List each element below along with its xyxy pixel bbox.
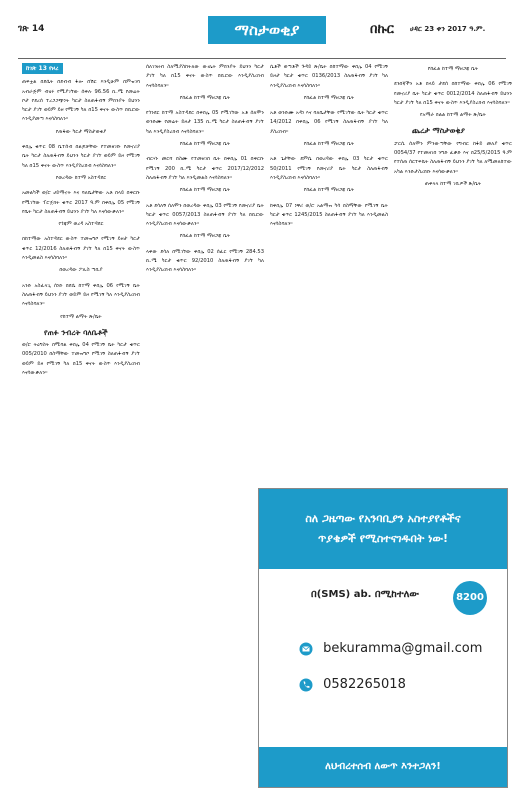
notice xyxy=(394,80,512,120)
issue-date: ሀዳር 23 ቀን 2017 ዓ.ም. xyxy=(410,25,486,33)
notice-text: የጎንደር ከተማ አስተዳደር በቀበሌ 05 የሚገኘው አቶ ሰለሞን ወንድሙ የመሬት ይዞታ 135 ኪ.ሜ ካርታ ስለጠፋብኝ ያገኘ ካለ እንዲያስረክብ እናሳስባለን። xyxy=(146,110,264,135)
sms-label: በ(SMS) ab. በሚከተለው xyxy=(311,589,420,600)
notice-text: ቀበሌ ቁጥር 08 ቤተሰብ በልጆቻቸው የተመዘገቡ የመኖሪያ ቤት ካርታ ስለጠፋብኝ ይህንን ካርታ ያገኘ ወይም ይዞ የሚገኝ ካለ በ15 ቀናት ውስጥ እንዲያስረክብ እናሳስባለን። xyxy=(22,144,140,169)
notice-text: ሴቶች ወጣቶች ጉዳይ ጽ/ቤት በከተማው ቀበሌ 04 የሚገኝ ይዞታ ካርታ ቁጥር 0136/2013 ስለጠፋብኝ ያገኘ ካለ እንዲያስረክብ እናሳስባለን። xyxy=(270,64,388,89)
notice-signature: የከፈል ከተማ ማዘጋጃ ቤት xyxy=(179,141,231,148)
sub-heading: ጨረታ ማስታወቂያ xyxy=(412,126,465,136)
notice-text: አቶ ደሳለኝ ሰለሞን በወረዳው ቀበሌ 03 የሚገኝ የመኖሪያ ቤት ካርታ ቁጥር 0057/2013 ስለጠፋብኝ ያገኘ ካለ በቢሮው እንዲያስረክብ እናሳውቃለን። xyxy=(146,202,264,228)
notice-signature: የከፈል ከተማ ማዘጋጃ ቤት xyxy=(303,141,355,148)
notice-signature: ጠቅላላ ከተማ ገቢዎች ጽ/ቤት xyxy=(424,180,482,187)
sub-heading: የጠፉ ንብረት ባለቤቶች xyxy=(44,327,108,337)
notice xyxy=(22,189,140,229)
phone-row xyxy=(299,677,406,692)
notice-text: ሰለገንዘብ ስለሚያስከትለው ውጤት ምክንያት ይህንን ካርታ ያገኘ ካለ በ15 ቀናት ውስጥ በቢሮው እንዲያስረክብ እናሳስባለን። xyxy=(146,64,264,89)
phone-icon xyxy=(299,678,313,692)
notice xyxy=(146,109,264,149)
notice-signature: የከፈል ከተማ ማዘጋጃ ቤት xyxy=(179,233,231,240)
sms-number-badge: 8200 xyxy=(453,581,487,615)
notice-text: ደንበኛችን አቶ በላይ ታደሰ በከተማው ቀበሌ 06 የሚገኝ የመኖሪያ ቤት ካርታ ቁጥር 0012/2014 ስለጠፋብኝ ይህንን ካርታ ያገኘ ካለ በ15 ቀናት ውስጥ እንዲያስረክብ እናሳስባለን። xyxy=(394,81,512,106)
notice-signature: በወረዳው ፖሊስ ጣቢያ xyxy=(59,267,103,274)
column-1 xyxy=(22,63,140,793)
notice xyxy=(270,109,388,149)
email-icon xyxy=(299,642,313,656)
notice xyxy=(146,63,264,103)
contact-advertisement xyxy=(258,488,508,788)
notice xyxy=(22,341,140,378)
ad-headline-line-2: ጥያቄዎች የሚስተናገዱበት ነው! xyxy=(317,532,449,545)
notice xyxy=(270,63,388,103)
header-divider xyxy=(18,58,506,59)
notice-signature: የጎጃም ወረዳ አስተዳደር xyxy=(58,221,104,228)
notice xyxy=(22,235,140,275)
page-number: ገጽ 14 xyxy=(18,24,45,34)
notice xyxy=(22,143,140,183)
email-address[interactable]: bekuramma@gmail.com xyxy=(323,641,483,656)
ad-headline xyxy=(259,489,507,569)
ad-footer-slogan: ለህብረተሰብ ለውጥ እንተጋለን! xyxy=(259,747,507,787)
notice xyxy=(22,282,140,322)
notice-signature: የከፈል ከተማ ማዘጋጃ ቤት xyxy=(179,94,231,101)
notice-signature: የወረዳው ከተማ አስተዳደር xyxy=(55,174,107,181)
notice-signature: የከፈል ከተማ ማዘጋጃ ቤት xyxy=(303,94,355,101)
email-row xyxy=(299,641,482,656)
notice-signature: የአማራ ክልል ከተማ ልማት ጽ/ቤት xyxy=(419,112,487,119)
continued-tab: ከገጽ 13 የዞረ xyxy=(22,63,63,74)
ad-headline-line-1: ስለ ጋዜጣው የአንባቢያን አስተያየቶችና xyxy=(305,512,461,525)
publication-name: በኩር xyxy=(370,22,394,37)
notice xyxy=(22,78,140,137)
notice-text: ብርሃኑ መርሻ በስሙ የተመዘገበ ቤት በቀበሌ 01 በቅርቡ የሚገኝ 200 ኪ.ሜ ካርታ ቁጥር 2017/12/2012 ስለጠፋብኝ ያገኘ ካለ እንዲመልስ እናሳስባለን። xyxy=(146,156,264,181)
notice-text: አቶ ወንድሙ አዳነ እና ባለቤታቸው የሚገኘው ቤት ካርታ ቁጥር 14/2012 በቀበሌ 06 የሚገኝ ስለጠፋብኝ ያገኘ ካለ ያስረክብ። xyxy=(270,110,388,135)
notice-signature: የከፈል ከተማ ማዘጋጃ ቤት xyxy=(427,66,479,72)
notice xyxy=(394,140,512,189)
notice xyxy=(146,202,264,242)
notice xyxy=(146,248,264,276)
section-banner: ማስታወቂያ xyxy=(208,16,326,44)
notice-signature: የከፈል ከተማ ማዘጋጃ ቤት xyxy=(303,187,355,194)
phone-number[interactable]: 0582265018 xyxy=(323,677,406,692)
notice-text: ላቀው ደሳለ በሚገኘው ቀበሌ 02 ሰፈር የሚገኝ 284.53 ኪ.ሜ ካርታ ቁጥር 92/2010 ስለጠፋብኝ ያገኘ ካለ እንዲያስረክብ እናሳስባለን። xyxy=(146,248,264,274)
column-2 xyxy=(146,63,264,793)
notice xyxy=(270,155,388,195)
page-header xyxy=(18,16,506,46)
notice-signature: የከፈል ከተማ ማዘጋጃ ቤት xyxy=(179,187,231,194)
notice-text: ወ/ሮ ትዕግስት በሚባል ቀበሌ 04 የሚገኝ ቤት ካርታ ቁጥር 005/2010 በስማቸው ተመዝግቦ የሚገኝ ስለጠፋብኝ ያገኘ ወይም ይዞ የሚገኝ ካለ በ15 ቀናት ውስጥ እንዲያስረክብ እናሳውቃለን። xyxy=(22,342,140,377)
notice-text: ፓርሲ ሰለሞን ምንውጣቸው የግብር ከፋይ መለያ ቁጥር 0054/37 የተመዘገበ ንግድ ፈቃድ እና በ25/5/2015 ዓ.ም የተሰጠ ሰርተፍኬት ስለጠፋብኝ ይህንን ያገኘ ካለ ለሚመለከተው አካል እንድታስረክቡ እናሳውቃለን። xyxy=(394,140,512,175)
notice-text: ጠፍቷል በደሴት በደብብ ፋሎ በሽር እንዲሁም በምዝገባ አብራጅም ብሄሩ የሚያገኘው ሰቀሉ 96.56 ኪ.ሜ የመሬት ቦታ የደረሰ ተረጋጋጭነት ካርታ ስለጠፋብኝ ምክንያት ይህንን ካርታ ያገኘ ወይም ይዞ የሚገኝ ካለ በ15 ቀናት ውስጥ በቢሮው እንዲያመጣ እናሳስባለን። xyxy=(22,79,140,123)
notice xyxy=(270,202,388,230)
notice-text: በከተማው አስተዳደር ውስጥ ተመዝግቦ የሚገኝ ይዞታ ካርታ ቁጥር 12/2016 ስለጠፋብኝ ያገኘ ካለ በ15 ቀናት ውስጥ እንዲመልስ እናሳስባለን። xyxy=(22,236,140,262)
notice-text: ከቀበሌ 07 ነዋሪ ወ/ሮ አልማዝ ካሳ በስማቸው የሚገኝ ቤት ካርታ ቁጥር 1245/2015 ስለጠፋብኝ ያገኘ ካለ እንዲመልስ እናሳስባለን። xyxy=(270,202,388,228)
notice-text: አንድ አስፈላጊ ሰነድ በደሴ ከተማ ቀበሌ 06 የሚገኝ ቤት ስለጠፋብኝ ይህንን ያገኘ ወይም ይዞ የሚገኝ ካለ እንዲያስረክብ እናሳስባለን። xyxy=(22,282,140,308)
notice-text: አመልካች ወ/ሮ ሀይማኖት እና ባለቤታቸው አቶ በላይ በቅርቡ የሚገኘው ፕሮጀክት ቁጥር 2017 ዓ.ም በቀበሌ 05 የሚገኝ የቤት ካርታ ስለጠፋብኝ ይህንን ያገኘ ካለ እናሳውቃለን። xyxy=(22,190,140,215)
notice-signature: የጠፋው ካርታ ማስታወቂያ xyxy=(55,128,107,135)
notice-text: አቶ ጌታቸው ደምሴ በወረዳው ቀበሌ 03 ካርታ ቁጥር 50/2011 የሚገኝ የመኖሪያ ቤት ካርታ ስለጠፋብኝ እንዲያስረክብ እናሳስባለን። xyxy=(270,156,388,181)
notice-signature: የከተማ ልማት ጽ/ቤት xyxy=(60,313,102,320)
notice xyxy=(146,155,264,195)
